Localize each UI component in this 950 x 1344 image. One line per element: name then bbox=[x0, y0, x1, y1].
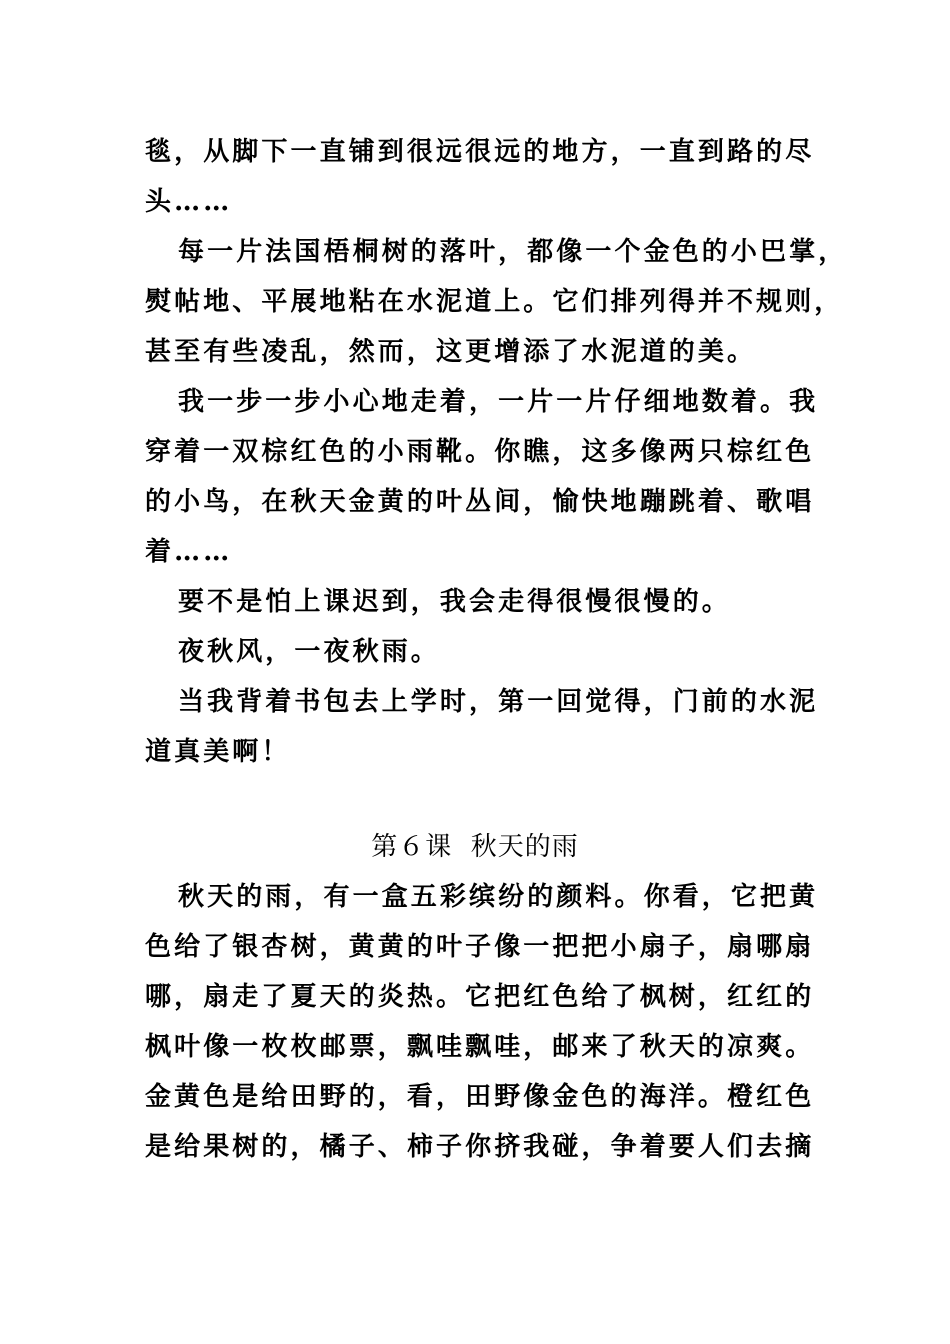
lesson-heading bbox=[0, 822, 950, 872]
story-part2 bbox=[145, 872, 819, 1172]
text-line: 哪，扇走了夏天的炎热。它把红色给了枫树，红红的 bbox=[145, 982, 815, 1012]
paragraph-start: 我一步一步小心地走着，一片一片仔细地数着。我 bbox=[178, 387, 819, 417]
story-part1 bbox=[145, 127, 848, 777]
text-line: 甚至有些凌乱，然而，这更增添了水泥道的美。 bbox=[145, 337, 757, 367]
paragraph-start: 每一片法国梧桐树的落叶，都像一个金色的小巴掌， bbox=[178, 237, 848, 267]
paragraph-start: 要不是怕上课迟到，我会走得很慢很慢的。 bbox=[178, 587, 731, 617]
lesson-number: 第６课 bbox=[371, 832, 453, 862]
text-line: 道真美啊！ bbox=[145, 737, 291, 767]
text-line: 毯，从脚下一直铺到很远很远的地方，一直到路的尽 bbox=[145, 137, 815, 167]
text-line: 枫叶像一枚枚邮票，飘哇飘哇，邮来了秋天的凉爽。 bbox=[145, 1032, 815, 1062]
text-line: 熨帖地、平展地粘在水泥道上。它们排列得并不规则， bbox=[145, 287, 844, 317]
text-line: 着…… bbox=[145, 537, 233, 567]
text-line: 的小鸟，在秋天金黄的叶丛间，愉快地蹦跳着、歌唱 bbox=[145, 487, 815, 517]
text-line: 头…… bbox=[145, 187, 233, 217]
paragraph-start: 秋天的雨，有一盒五彩缤纷的颜料。你看，它把黄 bbox=[178, 882, 819, 912]
text-line: 穿着一双棕红色的小雨靴。你瞧，这多像两只棕红色 bbox=[145, 437, 815, 467]
text-line: 金黄色是给田野的，看，田野像金色的海洋。橙红色 bbox=[145, 1082, 815, 1112]
paragraph-start: 夜秋风，一夜秋雨。 bbox=[178, 637, 440, 667]
text-line: 色给了银杏树，黄黄的叶子像一把把小扇子，扇哪扇 bbox=[145, 932, 815, 962]
lesson-title: 秋天的雨 bbox=[470, 832, 579, 862]
text-line: 是给果树的，橘子、柿子你挤我碰，争着要人们去摘 bbox=[145, 1132, 815, 1162]
paragraph-start: 当我背着书包去上学时，第一回觉得，门前的水泥 bbox=[178, 687, 819, 717]
